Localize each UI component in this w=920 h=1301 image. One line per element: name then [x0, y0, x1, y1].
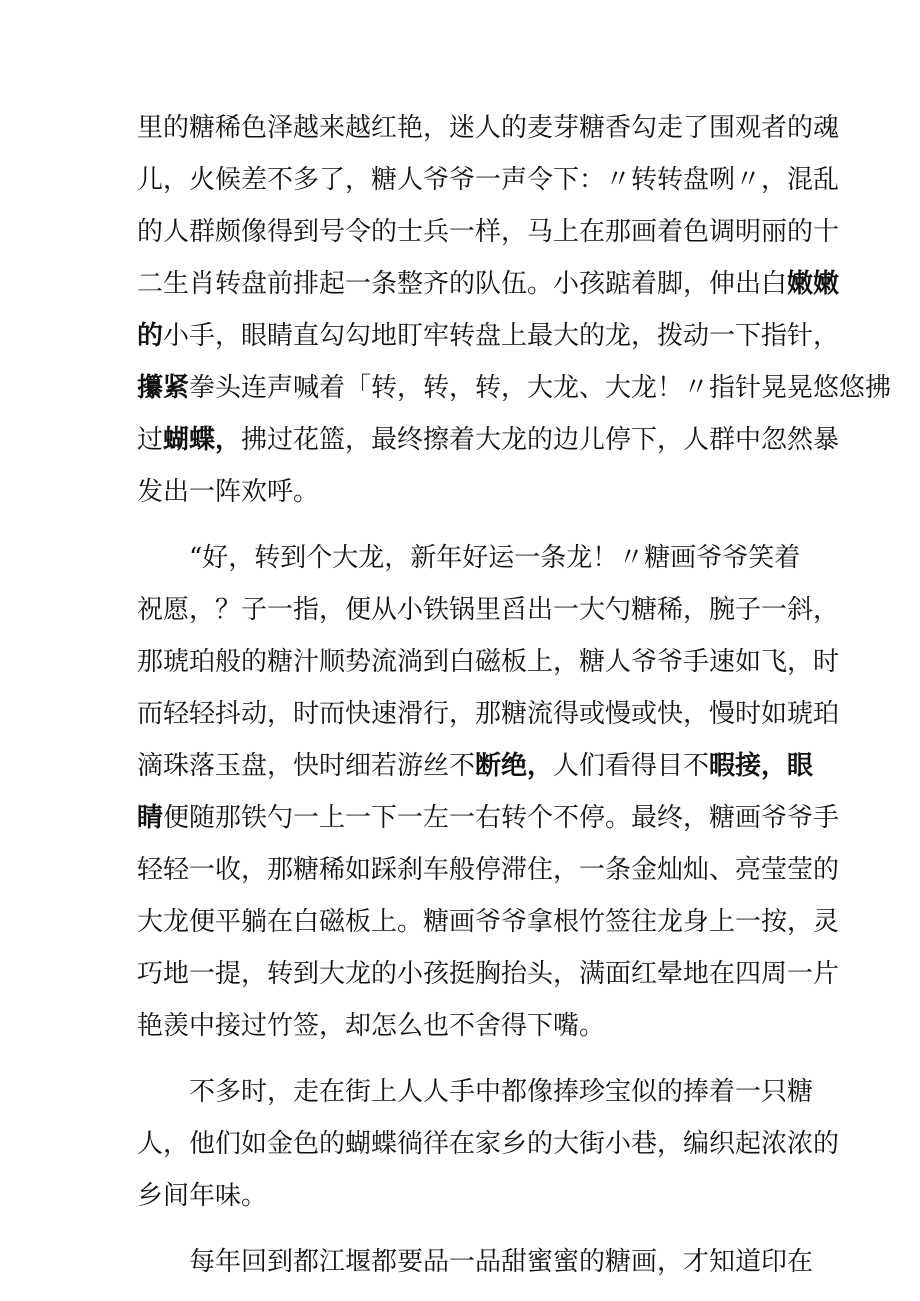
text-run: 里的糖稀色泽越来越红艳，迷人的麦芽糖香勾走了围观者的魂 [137, 113, 840, 143]
text-run: 每年回到都江堰都要品一品甜蜜蜜的糖画，才知道印在 [189, 1247, 814, 1277]
bold-text-run: 攥紧 [137, 373, 190, 403]
bold-text-run: 暇接，眼 [709, 751, 814, 781]
text-line [137, 212, 839, 252]
text-run: 艳羡中接过竹签，却怎么也不舍得下嘴。 [137, 1011, 606, 1041]
text-run: 过 [137, 425, 164, 455]
text-run: 不多时，走在街上人人手中都像捧珍宝似的捧着一只糖 [189, 1077, 814, 1107]
text-run: 人们看得目不 [553, 751, 710, 781]
text-run: 小手，眼睛直勾勾地盯牢转盘上最大的龙，拨动一下指针， [163, 321, 840, 351]
text-run: 二生肖转盘前排起一条整齐的队伍。小孩踮着脚，伸出白 [137, 269, 788, 299]
text-run: 拳头连声喊着「转，转，转，大龙、大龙！〃指针晃晃悠悠拂 [189, 373, 892, 403]
text-line [137, 746, 813, 786]
text-line [137, 1124, 839, 1164]
text-run: 儿，火候差不多了，糖人爷爷一声令下：〃转转盘咧〃，混乱 [137, 165, 840, 195]
text-line [137, 160, 839, 200]
text-line [137, 420, 839, 460]
text-line [137, 850, 839, 890]
text-line [137, 590, 839, 630]
text-run: 发出一阵欢呼。 [137, 477, 320, 507]
text-line [137, 642, 839, 682]
text-line [137, 316, 839, 356]
text-line [137, 108, 839, 148]
text-run: 而轻轻抖动，时而快速滑行，那糖流得或慢或快，慢时如琥珀 [137, 699, 840, 729]
text-run: 巧地一提，转到大龙的小孩挺胸抬头，满面红晕地在四周一片 [137, 959, 840, 989]
text-run: 轻轻一收，那糖稀如踩刹车般停滞住，一条金灿灿、亮莹莹的 [137, 855, 840, 885]
text-run: 的人群颇像得到号令的士兵一样，马上在那画着色调明丽的十 [137, 217, 840, 247]
text-line [137, 954, 839, 994]
text-run: 祝愿，？子一指，便从小铁锅里舀出一大勺糖稀，腕子一斜， [137, 595, 840, 625]
bold-text-run: 嫩嫩 [787, 269, 840, 299]
text-run: 乡间年味。 [137, 1181, 268, 1211]
text-line [137, 368, 891, 408]
text-line [137, 264, 839, 304]
text-line [137, 798, 839, 838]
text-line [137, 1006, 605, 1046]
text-line [137, 694, 839, 734]
text-line [137, 902, 839, 942]
text-run: 滴珠落玉盘，快时细若游丝不 [137, 751, 476, 781]
bold-text-run: 蝴蝶， [163, 425, 242, 455]
text-run: “好，转到个大龙，新年好运一条龙！〃糖画爷爷笑着 [189, 543, 801, 573]
text-run: 拂过花篮，最终擦着大龙的边儿停下，人群中忽然暴 [241, 425, 840, 455]
text-run: 便随那铁勺一上一下一左一右转个不停。最终，糖画爷爷手 [163, 803, 840, 833]
text-run: 人，他们如金色的蝴蝶徜徉在家乡的大街小巷，编织起浓浓的 [137, 1129, 840, 1159]
bold-text-run: 睛 [137, 803, 164, 833]
text-run: 大龙便平躺在白磁板上。糖画爷爷拿根竹签往龙身上一按，灵 [137, 907, 840, 937]
text-line [189, 1072, 813, 1112]
bold-text-run: 的 [137, 321, 164, 351]
text-line [189, 538, 800, 578]
text-line [189, 1242, 813, 1282]
bold-text-run: 断绝， [475, 751, 554, 781]
text-line [137, 472, 319, 512]
text-line [137, 1176, 267, 1216]
text-run: 那琥珀般的糖汁顺势流淌到白磁板上，糖人爷爷手速如飞，时 [137, 647, 840, 677]
